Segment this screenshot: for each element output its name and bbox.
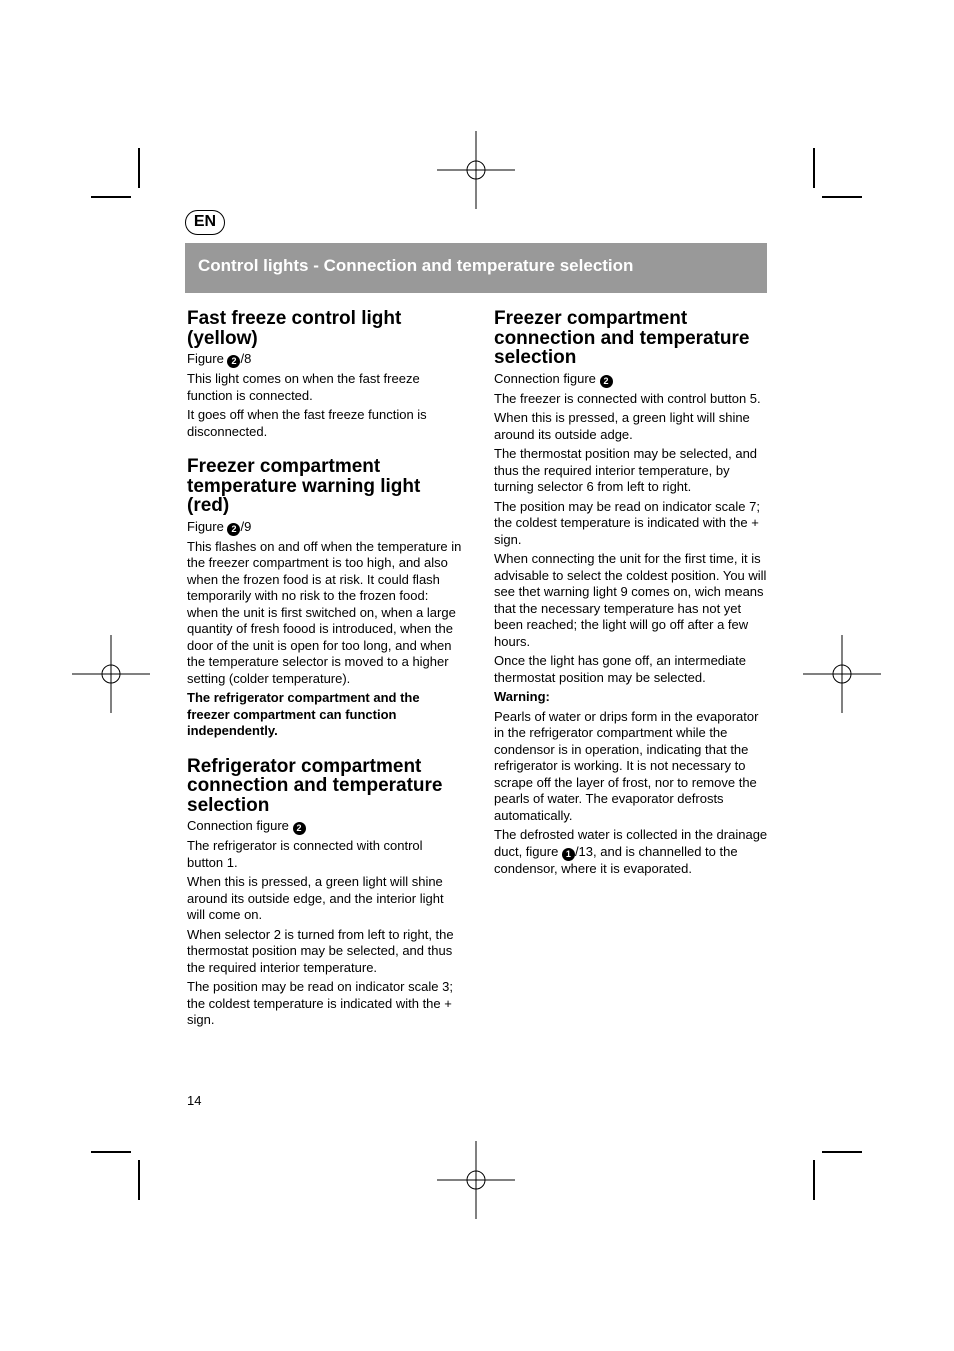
paragraph: The position may be read on indicator scale 7; the coldest temperature is indicated with the + sign. bbox=[494, 498, 760, 547]
language-badge: EN bbox=[185, 210, 225, 235]
registration-mark-right bbox=[803, 635, 881, 713]
paragraph: It goes off when the fast freeze function is disconnected. bbox=[187, 407, 427, 439]
registration-mark-bottom bbox=[437, 1141, 515, 1219]
crop-mark bbox=[813, 1160, 815, 1200]
paragraph: Pearls of water or drips form in the evaporator in the refrigerator compartment while the condensor is in operation, indicating that the refrigerator is working. It is not necessary to scrape off the layer of frost, nor to remove the pearls of water. The evaporator defrosts automatically. bbox=[494, 708, 759, 823]
crop-mark bbox=[91, 1151, 131, 1153]
bold-note: The refrigerator compartment and the freezer compartment can function independently. bbox=[187, 690, 420, 738]
paragraph: This light comes on when the fast freeze function is connected. bbox=[187, 371, 420, 403]
figure-reference: Figure 2 /9 bbox=[187, 518, 252, 534]
crop-mark bbox=[822, 1151, 862, 1153]
heading-refrigerator-connection: Refrigerator compartment connection and temperature selection bbox=[187, 755, 443, 816]
figure-number-badge: 2 bbox=[600, 375, 613, 388]
registration-mark-left bbox=[72, 635, 150, 713]
crop-mark bbox=[138, 148, 140, 188]
figure-reference: Connection figure 2 bbox=[494, 371, 769, 388]
paragraph: The defrosted water is collected in the drainage duct, figure 1 /13, and is channelled to the condensor, where it is evaporated. bbox=[494, 827, 768, 876]
paragraph: When this is pressed, a green light will shine around its outside edge, and the interior light will come on. bbox=[187, 874, 444, 922]
paragraph: The position may be read on indicator scale 3; the coldest temperature is indicated with the + sign. bbox=[187, 979, 453, 1027]
warning-label: Warning: bbox=[494, 689, 550, 704]
paragraph: When selector 2 is turned from left to right, the thermostat position may be selected, and thus the required interior temperature. bbox=[187, 926, 454, 975]
left-column bbox=[187, 309, 462, 1032]
paragraph: The thermostat position may be selected, and thus the required interior temperature, by turning selector 6 from left to right. bbox=[494, 446, 758, 494]
paragraph: The freezer is connected with control button 5. bbox=[494, 390, 761, 406]
figure-number-badge: 1 bbox=[562, 848, 575, 861]
crop-mark bbox=[138, 1160, 140, 1200]
page-number: 14 bbox=[187, 1093, 202, 1108]
figure-number-badge: 2 bbox=[293, 822, 306, 835]
heading-freezer-connection: Freezer compartment connection and temperature selection bbox=[494, 308, 750, 368]
paragraph: When connecting the unit for the first time, it is advisable to select the coldest position. You will see thet warning light 9 comes on, wich means that the necessary temperature has not yet been reached; the light will go off after a few hours. bbox=[494, 551, 767, 649]
paragraph: This flashes on and off when the temperature in the freezer compartment is too high, and also when the frozen food is at risk. It could flash temporarily with no risk to the frozen food: when the unit is first switched on, when a large quantity of fresh foood is introduced, when the door of the unit is open for too long, and when the temperature selector is moved to a higher setting (colder temperature). bbox=[187, 538, 462, 686]
crop-mark bbox=[813, 148, 815, 188]
figure-reference: Figure 2 /8 bbox=[187, 351, 252, 366]
right-column bbox=[494, 309, 769, 880]
figure-number-badge: 2 bbox=[227, 355, 240, 368]
heading-fast-freeze-light: Fast freeze control light (yellow) bbox=[187, 308, 402, 349]
heading-freezer-warning-light: Freezer compartment temperature warning light (red) bbox=[187, 456, 421, 516]
crop-mark bbox=[91, 196, 131, 198]
figure-number-badge: 2 bbox=[227, 523, 240, 536]
paragraph: The refrigerator is connected with control button 1. bbox=[187, 838, 423, 870]
paragraph: When this is pressed, a green light will shine around its outside adge. bbox=[494, 410, 750, 442]
section-banner: Control lights - Connection and temperature selection bbox=[185, 243, 767, 293]
crop-mark bbox=[822, 196, 862, 198]
figure-reference: Connection figure 2 bbox=[187, 818, 462, 835]
paragraph: Once the light has gone off, an intermediate thermostat position may be selected. bbox=[494, 653, 746, 685]
registration-mark-top bbox=[437, 131, 515, 209]
